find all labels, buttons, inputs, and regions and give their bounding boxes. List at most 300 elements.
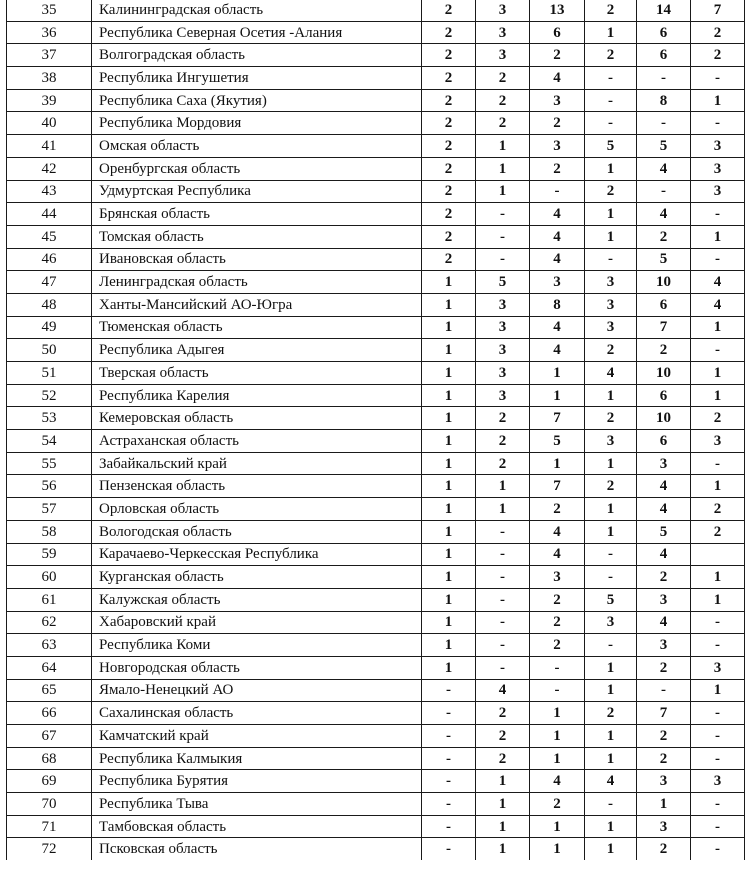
value-cell-1: 2: [422, 180, 476, 203]
value-cell-1: 1: [422, 316, 476, 339]
value-cell-4: 1: [585, 520, 637, 543]
row-number: 66: [7, 702, 92, 725]
value-cell-6: 1: [691, 679, 745, 702]
value-cell-6: [691, 543, 745, 566]
value-cell-1: 1: [422, 475, 476, 498]
value-cell-4: 3: [585, 316, 637, 339]
value-cell-3: 13: [530, 0, 585, 21]
table-row: [7, 520, 745, 543]
region-name: Астраханская область: [92, 430, 422, 453]
value-cell-1: 1: [422, 543, 476, 566]
value-cell-2: 1: [476, 475, 530, 498]
value-cell-5: -: [637, 679, 691, 702]
value-cell-6: 1: [691, 384, 745, 407]
value-cell-1: 2: [422, 157, 476, 180]
value-cell-2: -: [476, 656, 530, 679]
value-cell-6: -: [691, 747, 745, 770]
value-cell-5: 6: [637, 430, 691, 453]
region-name: Тверская область: [92, 362, 422, 385]
table-row: [7, 543, 745, 566]
value-cell-5: 2: [637, 838, 691, 860]
value-cell-2: 4: [476, 679, 530, 702]
table-row: [7, 0, 745, 21]
value-cell-6: -: [691, 702, 745, 725]
row-number: 55: [7, 452, 92, 475]
value-cell-4: 4: [585, 770, 637, 793]
value-cell-4: -: [585, 634, 637, 657]
value-cell-2: 1: [476, 838, 530, 860]
value-cell-1: -: [422, 838, 476, 860]
row-number: 43: [7, 180, 92, 203]
value-cell-5: 5: [637, 520, 691, 543]
value-cell-2: 2: [476, 430, 530, 453]
value-cell-4: 5: [585, 135, 637, 158]
region-name: Республика Северная Осетия -Алания: [92, 21, 422, 44]
value-cell-1: 1: [422, 588, 476, 611]
value-cell-3: 3: [530, 89, 585, 112]
value-cell-2: 1: [476, 793, 530, 816]
value-cell-1: 1: [422, 430, 476, 453]
table-body: [7, 0, 745, 860]
value-cell-1: 2: [422, 67, 476, 90]
value-cell-3: 5: [530, 430, 585, 453]
value-cell-2: 2: [476, 67, 530, 90]
row-number: 69: [7, 770, 92, 793]
value-cell-6: 2: [691, 520, 745, 543]
value-cell-4: -: [585, 67, 637, 90]
value-cell-3: 1: [530, 725, 585, 748]
row-number: 48: [7, 293, 92, 316]
value-cell-2: -: [476, 248, 530, 271]
value-cell-6: 4: [691, 293, 745, 316]
value-cell-5: 2: [637, 339, 691, 362]
table-row: [7, 89, 745, 112]
value-cell-6: 3: [691, 770, 745, 793]
value-cell-4: 3: [585, 611, 637, 634]
value-cell-4: 3: [585, 293, 637, 316]
row-number: 53: [7, 407, 92, 430]
value-cell-5: 10: [637, 407, 691, 430]
table-row: [7, 316, 745, 339]
value-cell-3: 2: [530, 634, 585, 657]
value-cell-2: -: [476, 520, 530, 543]
row-number: 40: [7, 112, 92, 135]
value-cell-4: -: [585, 112, 637, 135]
value-cell-6: -: [691, 793, 745, 816]
value-cell-4: 2: [585, 407, 637, 430]
value-cell-6: 1: [691, 225, 745, 248]
value-cell-6: -: [691, 452, 745, 475]
value-cell-1: 1: [422, 498, 476, 521]
value-cell-3: 2: [530, 498, 585, 521]
value-cell-6: 2: [691, 407, 745, 430]
value-cell-4: -: [585, 793, 637, 816]
region-name: Сахалинская область: [92, 702, 422, 725]
table-row: [7, 588, 745, 611]
value-cell-3: -: [530, 679, 585, 702]
value-cell-5: 3: [637, 770, 691, 793]
value-cell-2: -: [476, 543, 530, 566]
value-cell-2: -: [476, 566, 530, 589]
table-row: [7, 67, 745, 90]
value-cell-2: 3: [476, 293, 530, 316]
value-cell-2: 2: [476, 747, 530, 770]
value-cell-3: 2: [530, 588, 585, 611]
value-cell-1: 2: [422, 225, 476, 248]
value-cell-5: 3: [637, 588, 691, 611]
value-cell-2: 3: [476, 21, 530, 44]
value-cell-2: 1: [476, 498, 530, 521]
value-cell-1: -: [422, 793, 476, 816]
value-cell-4: 2: [585, 475, 637, 498]
value-cell-4: 2: [585, 0, 637, 21]
row-number: 70: [7, 793, 92, 816]
region-name: Новгородская область: [92, 656, 422, 679]
value-cell-4: 1: [585, 225, 637, 248]
table-row: [7, 702, 745, 725]
value-cell-5: 4: [637, 611, 691, 634]
region-name: Брянская область: [92, 203, 422, 226]
region-name: Калужская область: [92, 588, 422, 611]
row-number: 61: [7, 588, 92, 611]
value-cell-3: 2: [530, 611, 585, 634]
region-name: Республика Коми: [92, 634, 422, 657]
value-cell-5: 10: [637, 362, 691, 385]
value-cell-6: 2: [691, 44, 745, 67]
value-cell-4: 1: [585, 384, 637, 407]
value-cell-4: -: [585, 89, 637, 112]
row-number: 54: [7, 430, 92, 453]
value-cell-5: 2: [637, 656, 691, 679]
table-row: [7, 725, 745, 748]
value-cell-5: 5: [637, 248, 691, 271]
value-cell-6: 3: [691, 656, 745, 679]
value-cell-1: 1: [422, 384, 476, 407]
value-cell-2: 1: [476, 157, 530, 180]
value-cell-2: -: [476, 588, 530, 611]
region-name: Республика Ингушетия: [92, 67, 422, 90]
value-cell-4: 3: [585, 430, 637, 453]
value-cell-2: 5: [476, 271, 530, 294]
region-name: Республика Калмыкия: [92, 747, 422, 770]
value-cell-3: 4: [530, 248, 585, 271]
table-row: [7, 112, 745, 135]
value-cell-6: 1: [691, 566, 745, 589]
value-cell-3: 7: [530, 407, 585, 430]
value-cell-2: -: [476, 611, 530, 634]
value-cell-6: 1: [691, 475, 745, 498]
region-name: Удмуртская Республика: [92, 180, 422, 203]
value-cell-6: -: [691, 248, 745, 271]
value-cell-5: 2: [637, 566, 691, 589]
value-cell-5: 4: [637, 498, 691, 521]
value-cell-2: 2: [476, 89, 530, 112]
value-cell-2: 3: [476, 316, 530, 339]
value-cell-4: 2: [585, 339, 637, 362]
value-cell-2: 1: [476, 770, 530, 793]
value-cell-4: 1: [585, 203, 637, 226]
row-number: 59: [7, 543, 92, 566]
value-cell-4: 1: [585, 679, 637, 702]
region-name: Омская область: [92, 135, 422, 158]
value-cell-5: 7: [637, 316, 691, 339]
value-cell-6: -: [691, 611, 745, 634]
table-row: [7, 747, 745, 770]
value-cell-2: 2: [476, 725, 530, 748]
value-cell-3: 3: [530, 135, 585, 158]
value-cell-6: -: [691, 203, 745, 226]
value-cell-3: 2: [530, 793, 585, 816]
region-name: Ивановская область: [92, 248, 422, 271]
value-cell-2: 2: [476, 407, 530, 430]
table-row: [7, 225, 745, 248]
value-cell-5: -: [637, 180, 691, 203]
value-cell-4: -: [585, 566, 637, 589]
value-cell-6: 3: [691, 157, 745, 180]
row-number: 36: [7, 21, 92, 44]
region-name: Кемеровская область: [92, 407, 422, 430]
table-row: [7, 475, 745, 498]
value-cell-4: -: [585, 248, 637, 271]
value-cell-2: 3: [476, 384, 530, 407]
row-number: 49: [7, 316, 92, 339]
value-cell-5: 3: [637, 815, 691, 838]
value-cell-3: 4: [530, 203, 585, 226]
row-number: 65: [7, 679, 92, 702]
value-cell-4: 1: [585, 21, 637, 44]
regions-table: [6, 0, 745, 860]
value-cell-5: 4: [637, 475, 691, 498]
value-cell-1: 2: [422, 112, 476, 135]
value-cell-6: 2: [691, 21, 745, 44]
value-cell-3: 1: [530, 815, 585, 838]
region-name: Республика Адыгея: [92, 339, 422, 362]
row-number: 47: [7, 271, 92, 294]
value-cell-6: 3: [691, 135, 745, 158]
value-cell-4: 1: [585, 452, 637, 475]
value-cell-3: 1: [530, 838, 585, 860]
value-cell-1: -: [422, 725, 476, 748]
value-cell-4: 1: [585, 815, 637, 838]
value-cell-3: 1: [530, 702, 585, 725]
value-cell-4: -: [585, 543, 637, 566]
value-cell-5: 3: [637, 634, 691, 657]
value-cell-5: 1: [637, 793, 691, 816]
value-cell-1: -: [422, 815, 476, 838]
value-cell-2: 1: [476, 135, 530, 158]
value-cell-2: 3: [476, 362, 530, 385]
value-cell-6: 3: [691, 180, 745, 203]
value-cell-5: 7: [637, 702, 691, 725]
value-cell-6: 1: [691, 588, 745, 611]
region-name: Оренбургская область: [92, 157, 422, 180]
table-row: [7, 770, 745, 793]
table-row: [7, 384, 745, 407]
value-cell-4: 3: [585, 271, 637, 294]
region-name: Хабаровский край: [92, 611, 422, 634]
value-cell-4: 1: [585, 656, 637, 679]
value-cell-1: 1: [422, 452, 476, 475]
value-cell-6: -: [691, 112, 745, 135]
row-number: 35: [7, 0, 92, 21]
value-cell-6: 7: [691, 0, 745, 21]
region-name: Ленинградская область: [92, 271, 422, 294]
value-cell-5: -: [637, 112, 691, 135]
value-cell-1: 1: [422, 271, 476, 294]
value-cell-3: 3: [530, 271, 585, 294]
value-cell-5: 4: [637, 157, 691, 180]
value-cell-3: 8: [530, 293, 585, 316]
value-cell-3: 4: [530, 67, 585, 90]
table-row: [7, 180, 745, 203]
value-cell-2: 2: [476, 112, 530, 135]
value-cell-6: 1: [691, 362, 745, 385]
value-cell-5: 8: [637, 89, 691, 112]
value-cell-1: 1: [422, 293, 476, 316]
value-cell-6: 1: [691, 316, 745, 339]
value-cell-2: 3: [476, 0, 530, 21]
region-name: Камчатский край: [92, 725, 422, 748]
table-row: [7, 157, 745, 180]
row-number: 51: [7, 362, 92, 385]
value-cell-1: 2: [422, 44, 476, 67]
value-cell-3: 1: [530, 362, 585, 385]
value-cell-1: 1: [422, 407, 476, 430]
value-cell-3: 2: [530, 44, 585, 67]
value-cell-5: 14: [637, 0, 691, 21]
value-cell-1: 1: [422, 634, 476, 657]
region-name: Республика Карелия: [92, 384, 422, 407]
table-row: [7, 407, 745, 430]
value-cell-4: 2: [585, 44, 637, 67]
value-cell-6: -: [691, 67, 745, 90]
value-cell-1: 1: [422, 362, 476, 385]
value-cell-3: 1: [530, 452, 585, 475]
value-cell-4: 2: [585, 180, 637, 203]
value-cell-1: -: [422, 702, 476, 725]
value-cell-5: 6: [637, 293, 691, 316]
value-cell-1: 2: [422, 248, 476, 271]
table-row: [7, 611, 745, 634]
row-number: 60: [7, 566, 92, 589]
value-cell-1: -: [422, 747, 476, 770]
region-name: Орловская область: [92, 498, 422, 521]
row-number: 56: [7, 475, 92, 498]
region-name: Курганская область: [92, 566, 422, 589]
table-row: [7, 203, 745, 226]
table-row: [7, 293, 745, 316]
table-row: [7, 44, 745, 67]
value-cell-5: 2: [637, 725, 691, 748]
value-cell-1: -: [422, 679, 476, 702]
value-cell-4: 1: [585, 838, 637, 860]
value-cell-2: -: [476, 634, 530, 657]
value-cell-3: -: [530, 180, 585, 203]
table-row: [7, 248, 745, 271]
value-cell-1: 2: [422, 21, 476, 44]
table-row: [7, 430, 745, 453]
row-number: 63: [7, 634, 92, 657]
region-name: Карачаево-Черкесская Республика: [92, 543, 422, 566]
value-cell-3: 4: [530, 316, 585, 339]
region-name: Калининградская область: [92, 0, 422, 21]
row-number: 46: [7, 248, 92, 271]
value-cell-1: 1: [422, 339, 476, 362]
region-name: Республика Тыва: [92, 793, 422, 816]
row-number: 72: [7, 838, 92, 860]
row-number: 68: [7, 747, 92, 770]
value-cell-3: 4: [530, 770, 585, 793]
row-number: 67: [7, 725, 92, 748]
row-number: 58: [7, 520, 92, 543]
value-cell-4: 1: [585, 725, 637, 748]
value-cell-2: 3: [476, 339, 530, 362]
value-cell-5: -: [637, 67, 691, 90]
value-cell-2: 1: [476, 815, 530, 838]
value-cell-1: -: [422, 770, 476, 793]
value-cell-4: 1: [585, 498, 637, 521]
value-cell-1: 2: [422, 135, 476, 158]
value-cell-5: 6: [637, 21, 691, 44]
region-name: Псковская область: [92, 838, 422, 860]
value-cell-3: -: [530, 656, 585, 679]
table-row: [7, 793, 745, 816]
value-cell-4: 4: [585, 362, 637, 385]
region-name: Забайкальский край: [92, 452, 422, 475]
value-cell-5: 10: [637, 271, 691, 294]
value-cell-5: 2: [637, 225, 691, 248]
table-row: [7, 566, 745, 589]
value-cell-3: 2: [530, 112, 585, 135]
row-number: 45: [7, 225, 92, 248]
value-cell-3: 7: [530, 475, 585, 498]
value-cell-6: 2: [691, 498, 745, 521]
value-cell-3: 1: [530, 747, 585, 770]
table-row: [7, 339, 745, 362]
value-cell-3: 4: [530, 225, 585, 248]
value-cell-1: 1: [422, 656, 476, 679]
value-cell-5: 6: [637, 44, 691, 67]
value-cell-4: 1: [585, 157, 637, 180]
table-row: [7, 452, 745, 475]
row-number: 71: [7, 815, 92, 838]
row-number: 41: [7, 135, 92, 158]
value-cell-2: -: [476, 203, 530, 226]
value-cell-6: 3: [691, 430, 745, 453]
value-cell-6: -: [691, 815, 745, 838]
value-cell-4: 2: [585, 702, 637, 725]
value-cell-2: 2: [476, 452, 530, 475]
value-cell-5: 4: [637, 543, 691, 566]
row-number: 64: [7, 656, 92, 679]
region-name: Тамбовская область: [92, 815, 422, 838]
row-number: 39: [7, 89, 92, 112]
table-row: [7, 21, 745, 44]
region-name: Ямало-Ненецкий АО: [92, 679, 422, 702]
region-name: Республика Бурятия: [92, 770, 422, 793]
table-row: [7, 679, 745, 702]
region-name: Ханты-Мансийский АО-Югра: [92, 293, 422, 316]
value-cell-5: 4: [637, 203, 691, 226]
value-cell-3: 4: [530, 520, 585, 543]
value-cell-3: 4: [530, 339, 585, 362]
value-cell-2: 3: [476, 44, 530, 67]
value-cell-1: 2: [422, 203, 476, 226]
region-name: Вологодская область: [92, 520, 422, 543]
value-cell-5: 6: [637, 384, 691, 407]
value-cell-2: 1: [476, 180, 530, 203]
row-number: 62: [7, 611, 92, 634]
